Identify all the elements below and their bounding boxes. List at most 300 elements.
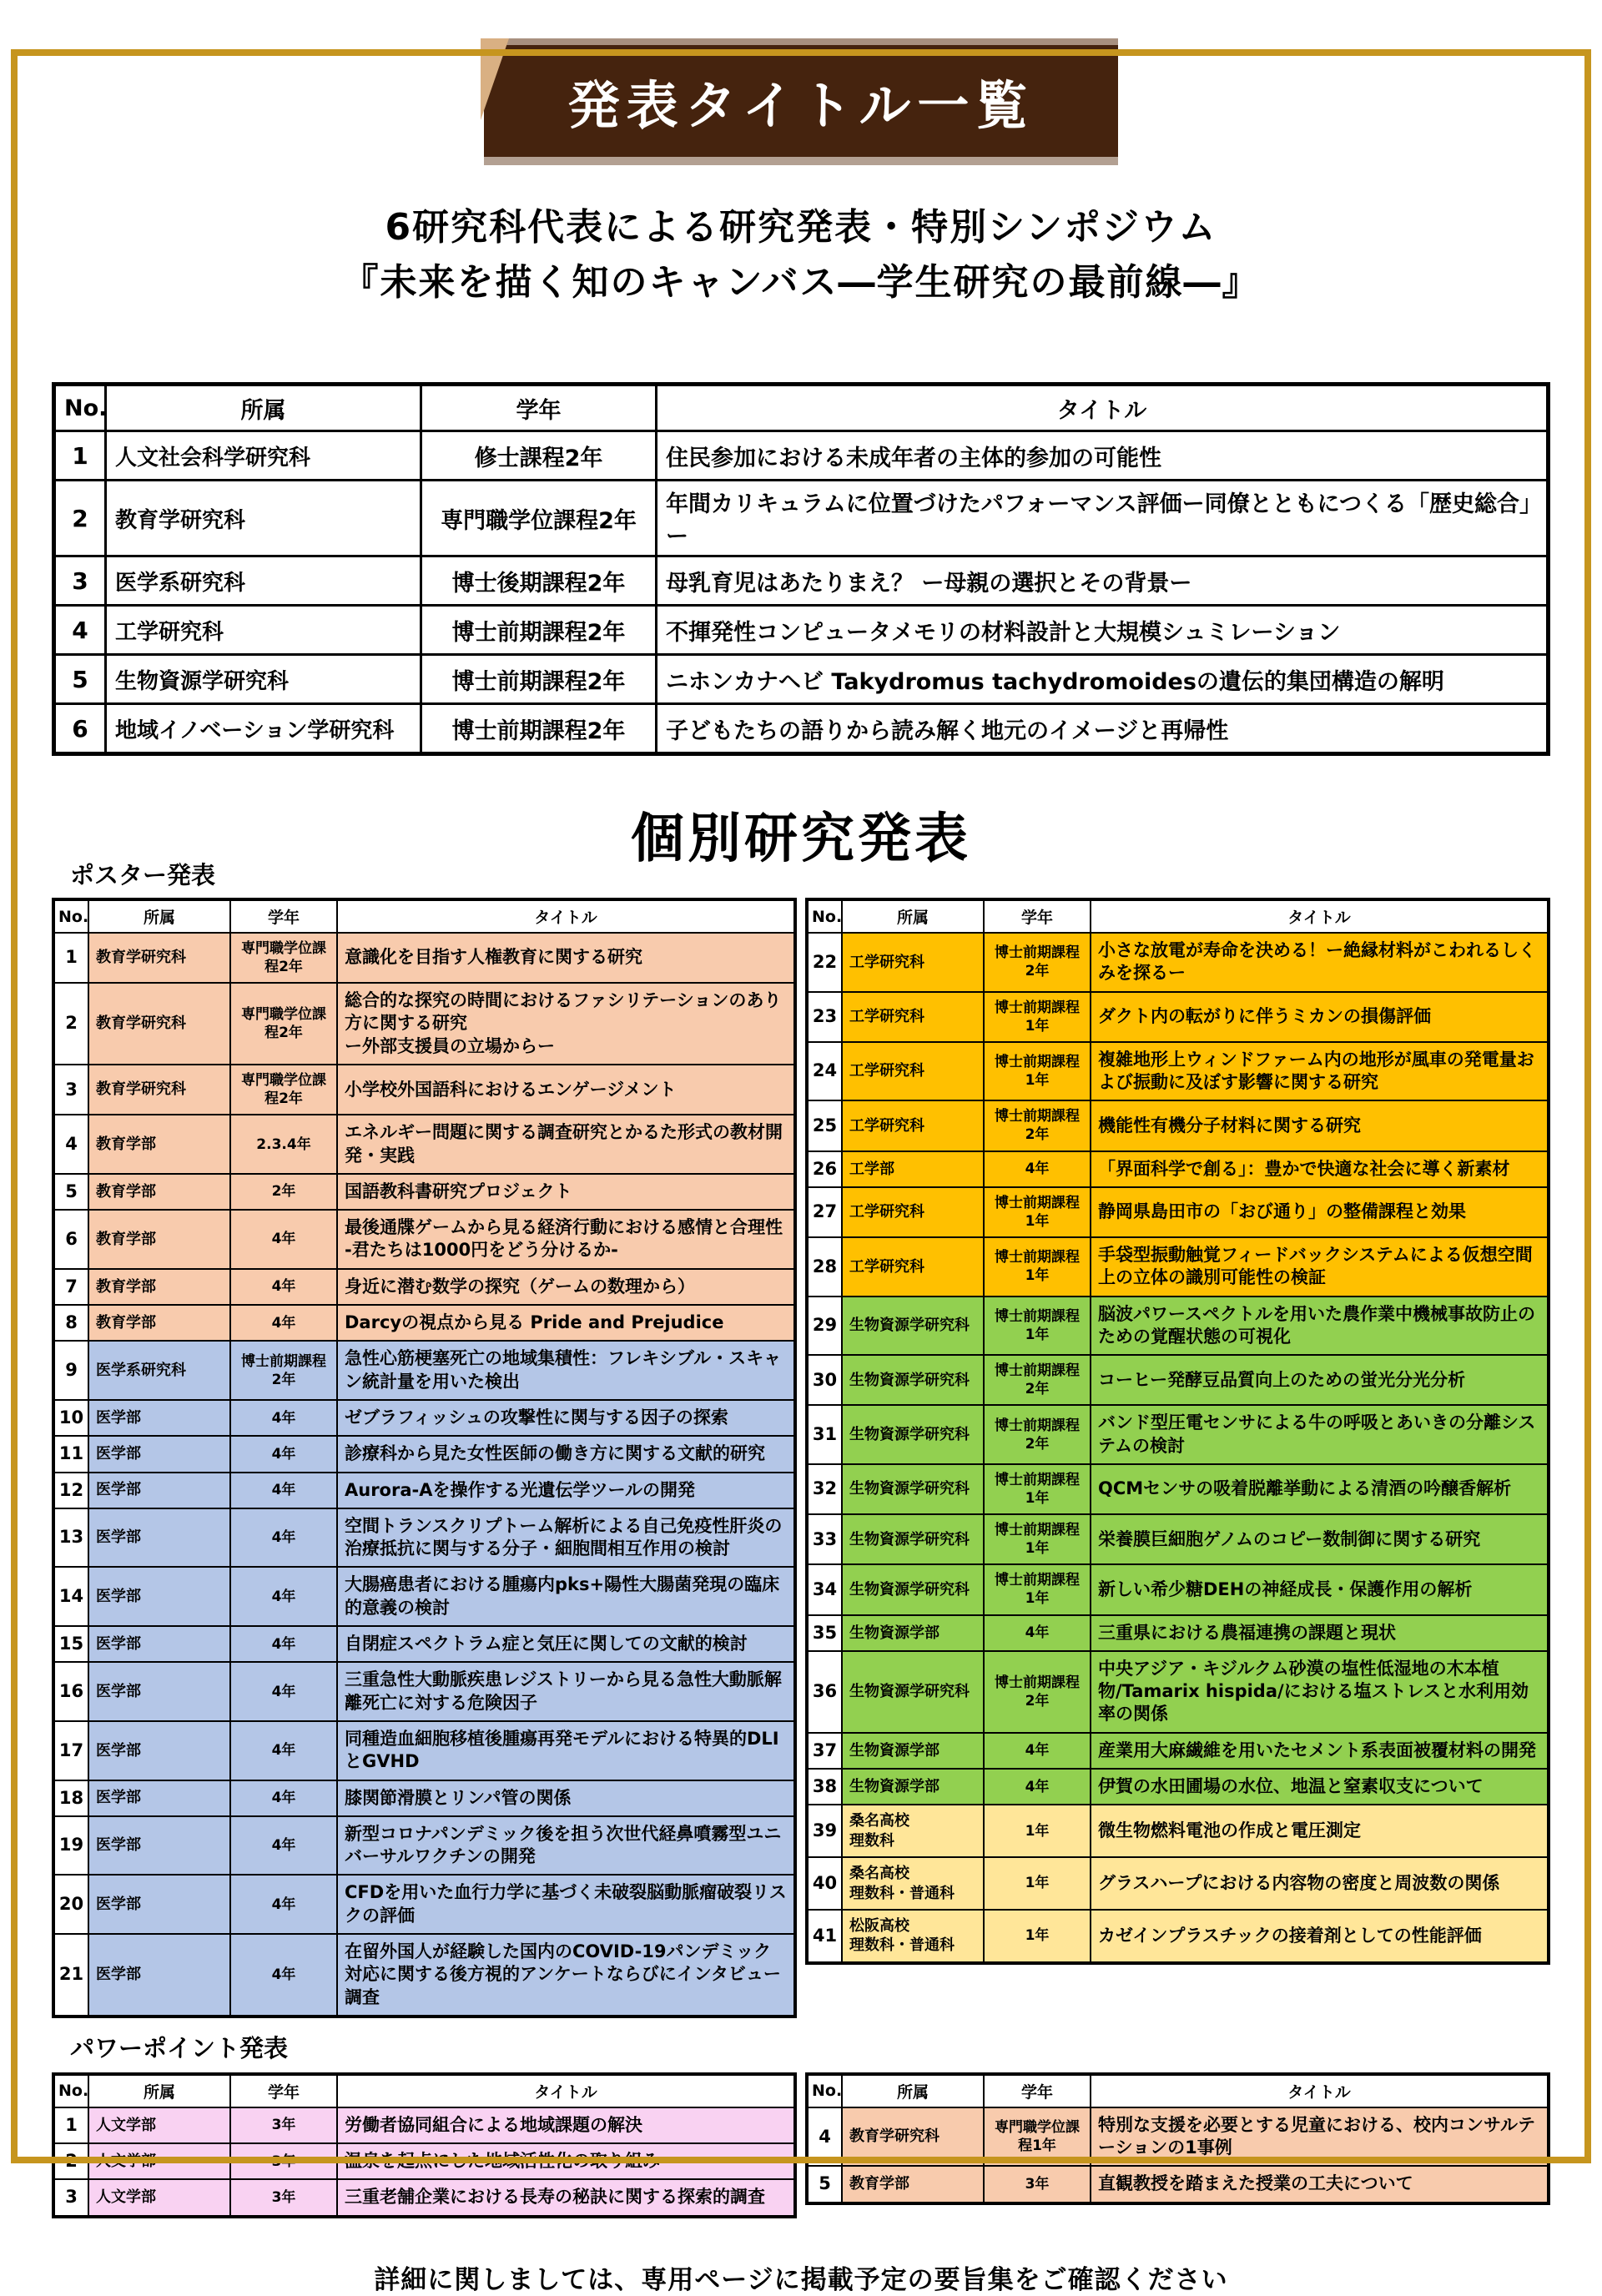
header-affiliation: 所属 <box>88 2074 230 2107</box>
row-number: 34 <box>807 1564 842 1614</box>
table-row <box>54 655 1549 704</box>
title-cell: 「界面科学で創る」：豊かで快適な社会に導く新素材 <box>1091 1151 1549 1187</box>
row-number: 1 <box>53 933 88 983</box>
row-number: 29 <box>807 1297 842 1356</box>
affiliation-cell: 工学研究科 <box>842 933 984 992</box>
title-cell: グラスハープにおける内容物の密度と周波数の関係 <box>1091 1857 1549 1910</box>
row-number: 28 <box>807 1237 842 1297</box>
table-row <box>53 1305 795 1341</box>
grade-cell: 博士前期課程1年 <box>984 1514 1091 1564</box>
table-row <box>807 933 1549 992</box>
affiliation-cell: 工学研究科 <box>842 992 984 1042</box>
grade-cell: 4年 <box>230 1269 337 1305</box>
symposium-heading-line1: 6研究科代表による研究発表・特別シンポジウム <box>385 206 1217 249</box>
row-number: 9 <box>53 1341 88 1400</box>
poster-section-label: ポスター発表 <box>70 861 216 889</box>
grade-cell: 修士課程2年 <box>421 431 657 481</box>
poster-table-right <box>805 898 1550 1965</box>
title-cell: 急性心筋梗塞死亡の地域集積性：フレキシブル・スキャン統計量を用いた検出 <box>337 1341 795 1400</box>
grade-cell: 4年 <box>230 1816 337 1876</box>
table-row <box>807 1187 1549 1237</box>
title-cell: 総合的な探究の時間におけるファシリテーションのあり方に関する研究 ー外部支援員の立場からー <box>337 983 795 1065</box>
table-row <box>53 1780 795 1816</box>
table-row <box>53 1269 795 1305</box>
row-number: 38 <box>807 1769 842 1805</box>
grade-cell: 1年 <box>984 1857 1091 1910</box>
header-affiliation: 所属 <box>88 899 230 933</box>
table-row <box>53 1508 795 1568</box>
title-cell: ダクト内の転がりに伴うミカンの損傷評価 <box>1091 992 1549 1042</box>
affiliation-cell: 生物資源学研究科 <box>842 1564 984 1614</box>
affiliation-cell: 工学研究科 <box>842 1042 984 1101</box>
row-number: 33 <box>807 1514 842 1564</box>
affiliation-cell: 生物資源学研究科 <box>842 1651 984 1733</box>
grade-cell: 4年 <box>230 1473 337 1508</box>
affiliation-cell: 教育学部 <box>88 1115 230 1174</box>
table-row <box>53 1567 795 1626</box>
title-cell: 年間カリキュラムに位置づけたパフォーマンス評価ー同僚とともにつくる「歴史総合」ー <box>657 481 1549 556</box>
affiliation-cell: 生物資源学部 <box>842 1733 984 1769</box>
title-cell: 国語教科書研究プロジェクト <box>337 1174 795 1210</box>
header-grade: 学年 <box>230 2074 337 2107</box>
title-cell: 複雑地形上ウィンドファーム内の地形が風車の発電量および振動に及ぼす影響に関する研究 <box>1091 1042 1549 1101</box>
affiliation-cell: 教育学部 <box>88 1174 230 1210</box>
row-number: 3 <box>53 1065 88 1115</box>
title-cell: コーヒー発酵豆品質向上のための蛍光分光分析 <box>1091 1355 1549 1405</box>
table-row <box>54 704 1549 754</box>
row-number: 1 <box>54 431 106 481</box>
table-row <box>53 1400 795 1436</box>
title-cell: ゼブラフィッシュの攻撃性に関与する因子の探索 <box>337 1400 795 1436</box>
grade-cell: 専門職学位課程2年 <box>421 481 657 556</box>
table-row <box>53 2143 795 2179</box>
affiliation-cell: 医学部 <box>88 1436 230 1472</box>
table-row <box>807 1042 1549 1101</box>
header-affiliation: 所属 <box>106 385 421 431</box>
individual-section-title: 個別研究発表 <box>631 808 971 870</box>
title-cell: 意識化を目指す人権教育に関する研究 <box>337 933 795 983</box>
title-cell: 新しい希少糖DEHの神経成長・保護作用の解析 <box>1091 1564 1549 1614</box>
row-number: 24 <box>807 1042 842 1101</box>
affiliation-cell: 教育学研究科 <box>106 481 421 556</box>
grade-cell: 4年 <box>230 1626 337 1662</box>
row-number: 4 <box>54 606 106 655</box>
header-grade: 学年 <box>421 385 657 431</box>
row-number: 37 <box>807 1733 842 1769</box>
grade-cell: 博士前期課程2年 <box>421 655 657 704</box>
ppt-section-label: パワーポイント発表 <box>70 2033 289 2062</box>
grade-cell: 4年 <box>230 1210 337 1269</box>
affiliation-cell: 教育学研究科 <box>88 1065 230 1115</box>
row-number: 31 <box>807 1405 842 1464</box>
table-row <box>807 1564 1549 1614</box>
table-row <box>807 1615 1549 1651</box>
table-row <box>807 1857 1549 1910</box>
row-number: 14 <box>53 1567 88 1626</box>
affiliation-cell: 工学研究科 <box>842 1187 984 1237</box>
table-row <box>53 1816 795 1876</box>
title-cell: 三重急性大動脈疾患レジストリーから見る急性大動脈解離死亡に対する危険因子 <box>337 1662 795 1721</box>
grade-cell: 博士後期課程2年 <box>421 556 657 606</box>
affiliation-cell: 教育学研究科 <box>842 2107 984 2167</box>
row-number: 19 <box>53 1816 88 1876</box>
row-number: 26 <box>807 1151 842 1187</box>
table-row <box>807 1651 1549 1733</box>
table-row <box>53 1662 795 1721</box>
table-row <box>53 1065 795 1115</box>
table-row <box>53 1875 795 1934</box>
title-cell: 特別な支援を必要とする児童における、校内コンサルテーションの1事例 <box>1091 2107 1549 2167</box>
table-row <box>53 1341 795 1400</box>
row-number: 23 <box>807 992 842 1042</box>
title-cell: 大腸癌患者における腫瘍内pks+陽性大腸菌発現の臨床的意義の検討 <box>337 1567 795 1626</box>
affiliation-cell: 医学部 <box>88 1400 230 1436</box>
affiliation-cell: 生物資源学研究科 <box>842 1514 984 1564</box>
table-row <box>807 1100 1549 1151</box>
row-number: 2 <box>53 983 88 1065</box>
affiliation-cell: 医学系研究科 <box>106 556 421 606</box>
affiliation-cell: 地域イノベーション学研究科 <box>106 704 421 754</box>
affiliation-cell: 人文社会科学研究科 <box>106 431 421 481</box>
table-row <box>807 2107 1549 2167</box>
row-number: 39 <box>807 1805 842 1857</box>
affiliation-cell: 教育学部 <box>88 1269 230 1305</box>
grade-cell: 4年 <box>230 1436 337 1472</box>
table-row <box>807 992 1549 1042</box>
affiliation-cell: 教育学部 <box>88 1210 230 1269</box>
table-row <box>807 1405 1549 1464</box>
symposium-heading-line2: 『未来を描く知のキャンバス―学生研究の最前線―』 <box>341 261 1261 304</box>
grade-cell: 1年 <box>984 1805 1091 1857</box>
row-number: 27 <box>807 1187 842 1237</box>
ppt-tables-row <box>52 2072 1602 2218</box>
grade-cell: 専門職学位課程1年 <box>984 2107 1091 2167</box>
grade-cell: 4年 <box>984 1151 1091 1187</box>
affiliation-cell: 医学部 <box>88 1721 230 1780</box>
grade-cell: 3年 <box>230 2107 337 2143</box>
grade-cell: 2年 <box>230 1174 337 1210</box>
row-number: 1 <box>53 2107 88 2143</box>
affiliation-cell: 生物資源学部 <box>842 1769 984 1805</box>
table-row <box>53 1174 795 1210</box>
title-cell: 不揮発性コンピュータメモリの材料設計と大規模シュミレーション <box>657 606 1549 655</box>
table-row <box>53 1210 795 1269</box>
title-cell: 栄養膜巨細胞ゲノムのコピー数制御に関する研究 <box>1091 1514 1549 1564</box>
title-cell: 診療科から見た女性医師の働き方に関する文献的研究 <box>337 1436 795 1472</box>
affiliation-cell: 教育学研究科 <box>88 983 230 1065</box>
header-affiliation: 所属 <box>842 899 984 933</box>
ppt-table-left <box>52 2072 797 2218</box>
header-grade: 学年 <box>230 899 337 933</box>
table-header-row <box>807 899 1549 933</box>
row-number: 5 <box>53 1174 88 1210</box>
row-number: 11 <box>53 1436 88 1472</box>
table-row <box>807 1237 1549 1297</box>
affiliation-cell: 生物資源学研究科 <box>842 1355 984 1405</box>
grade-cell: 3年 <box>984 2166 1091 2203</box>
grade-cell: 専門職学位課程2年 <box>230 933 337 983</box>
table-row <box>53 1721 795 1780</box>
row-number: 18 <box>53 1780 88 1816</box>
table-row <box>807 2166 1549 2203</box>
row-number: 3 <box>53 2179 88 2216</box>
row-number: 32 <box>807 1464 842 1514</box>
table-row <box>53 1115 795 1174</box>
title-cell: エネルギー問題に関する調査研究とかるた形式の教材開発・実践 <box>337 1115 795 1174</box>
affiliation-cell: 医学部 <box>88 1473 230 1508</box>
row-number: 7 <box>53 1269 88 1305</box>
grade-cell: 専門職学位課程2年 <box>230 983 337 1065</box>
header-no: No. <box>54 385 106 431</box>
table-row <box>54 606 1549 655</box>
poster-tables-row <box>52 898 1602 2018</box>
table-row <box>807 1733 1549 1769</box>
affiliation-cell: 医学部 <box>88 1662 230 1721</box>
title-cell: バンド型圧電センサによる牛の呼吸とあいきの分離システムの検討 <box>1091 1405 1549 1464</box>
header-grade: 学年 <box>984 2074 1091 2107</box>
title-cell: カゼインプラスチックの接着剤としての性能評価 <box>1091 1910 1549 1963</box>
title-cell: 中央アジア・キジルクム砂漠の塩性低湿地の木本植物/Tamarix hispida/における塩ストレスと水利用効率の関係 <box>1091 1651 1549 1733</box>
affiliation-cell: 医学部 <box>88 1934 230 2017</box>
row-number: 16 <box>53 1662 88 1721</box>
title-cell: 三重県における農福連携の課題と現状 <box>1091 1615 1549 1651</box>
affiliation-cell: 工学研究科 <box>842 1100 984 1151</box>
table-row <box>807 1151 1549 1187</box>
header-title: タイトル <box>337 899 795 933</box>
affiliation-cell: 医学系研究科 <box>88 1341 230 1400</box>
title-cell: 直観教授を踏まえた授業の工夫について <box>1091 2166 1549 2203</box>
title-banner <box>484 38 1118 165</box>
header-title: タイトル <box>1091 2074 1549 2107</box>
affiliation-cell: 教育学部 <box>88 1305 230 1341</box>
affiliation-cell: 生物資源学研究科 <box>842 1464 984 1514</box>
grade-cell: 4年 <box>230 1567 337 1626</box>
affiliation-cell: 桑名高校 理数科・普通科 <box>842 1857 984 1910</box>
grade-cell: 4年 <box>230 1662 337 1721</box>
title-cell: 自閉症スペクトラム症と気圧に関しての文献的検討 <box>337 1626 795 1662</box>
affiliation-cell: 教育学研究科 <box>88 933 230 983</box>
grade-cell: 4年 <box>984 1769 1091 1805</box>
grade-cell: 3年 <box>230 2143 337 2179</box>
title-cell: QCMセンサの吸着脱離挙動による清酒の吟醸香解析 <box>1091 1464 1549 1514</box>
title-cell: 同種造血細胞移植後腫瘍再発モデルにおける特異的DLIとGVHD <box>337 1721 795 1780</box>
table-row <box>54 431 1549 481</box>
row-number: 12 <box>53 1473 88 1508</box>
header-grade: 学年 <box>984 899 1091 933</box>
title-cell: 小さな放電が寿命を決める！ー絶縁材料がこわれるしくみを探るー <box>1091 933 1549 992</box>
title-cell: 労働者協同組合による地域課題の解決 <box>337 2107 795 2143</box>
table-row <box>807 1297 1549 1356</box>
table-row <box>807 1805 1549 1857</box>
title-cell: 産業用大麻繊維を用いたセメント系表面被覆材料の開発 <box>1091 1733 1549 1769</box>
title-cell: 脳波パワースペクトルを用いた農作業中機械事故防止のための覚醒状態の可視化 <box>1091 1297 1549 1356</box>
row-number: 13 <box>53 1508 88 1568</box>
symposium-table <box>52 382 1550 756</box>
table-header-row <box>53 899 795 933</box>
title-cell: 静岡県島田市の「おび通り」の整備課程と効果 <box>1091 1187 1549 1237</box>
title-cell: 最後通牒ゲームから見る経済行動における感情と合理性 -君たちは1000円をどう分けるか- <box>337 1210 795 1269</box>
title-cell: ニホンカナヘビ Takydromus tachydromoidesの遺伝的集団構造の解明 <box>657 655 1549 704</box>
title-cell: 住民参加における未成年者の主体的参加の可能性 <box>657 431 1549 481</box>
affiliation-cell: 工学研究科 <box>106 606 421 655</box>
poster-table-left <box>52 898 797 2018</box>
affiliation-cell: 医学部 <box>88 1508 230 1568</box>
row-number: 20 <box>53 1875 88 1934</box>
grade-cell: 博士前期課程1年 <box>984 1187 1091 1237</box>
grade-cell: 4年 <box>230 1508 337 1568</box>
individual-section-head <box>52 796 1550 889</box>
table-row <box>53 1473 795 1508</box>
grade-cell: 博士前期課程2年 <box>984 1100 1091 1151</box>
row-number: 5 <box>54 655 106 704</box>
row-number: 17 <box>53 1721 88 1780</box>
title-cell: 機能性有機分子材料に関する研究 <box>1091 1100 1549 1151</box>
affiliation-cell: 工学部 <box>842 1151 984 1187</box>
row-number: 6 <box>54 704 106 754</box>
affiliation-cell: 生物資源学研究科 <box>842 1405 984 1464</box>
grade-cell: 博士前期課程2年 <box>230 1341 337 1400</box>
table-header-row <box>807 2074 1549 2107</box>
grade-cell: 博士前期課程2年 <box>984 1651 1091 1733</box>
table-row <box>807 1464 1549 1514</box>
row-number: 35 <box>807 1615 842 1651</box>
title-cell: 小学校外国語科におけるエンゲージメント <box>337 1065 795 1115</box>
row-number: 41 <box>807 1910 842 1963</box>
table-row <box>53 983 795 1065</box>
row-number: 30 <box>807 1355 842 1405</box>
title-cell: 手袋型振動触覚フィードバックシステムによる仮想空間上の立体の識別可能性の検証 <box>1091 1237 1549 1297</box>
ppt-table-right <box>805 2072 1550 2205</box>
table-row <box>53 2179 795 2216</box>
grade-cell: 4年 <box>984 1615 1091 1651</box>
title-cell: 母乳育児はあたりまえ？ ー母親の選択とその背景ー <box>657 556 1549 606</box>
grade-cell: 博士前期課程2年 <box>984 1405 1091 1464</box>
row-number: 2 <box>54 481 106 556</box>
table-row <box>807 1355 1549 1405</box>
table-header-row <box>54 385 1549 431</box>
row-number: 4 <box>53 1115 88 1174</box>
affiliation-cell: 人文学部 <box>88 2107 230 2143</box>
affiliation-cell: 生物資源学研究科 <box>842 1297 984 1356</box>
grade-cell: 博士前期課程2年 <box>421 606 657 655</box>
affiliation-cell: 医学部 <box>88 1626 230 1662</box>
grade-cell: 4年 <box>230 1875 337 1934</box>
title-cell: 三重老舗企業における長寿の秘訣に関する探索的調査 <box>337 2179 795 2216</box>
header-title: タイトル <box>1091 899 1549 933</box>
footer-note: 詳細に関しましては、専用ページに掲載予定の要旨集をご確認ください <box>374 2264 1228 2295</box>
affiliation-cell: 工学研究科 <box>842 1237 984 1297</box>
row-number: 15 <box>53 1626 88 1662</box>
title-cell: 膝関節滑膜とリンパ管の関係 <box>337 1780 795 1816</box>
title-cell: Aurora-Aを操作する光遺伝学ツールの開発 <box>337 1473 795 1508</box>
affiliation-cell: 人文学部 <box>88 2143 230 2179</box>
grade-cell: 博士前期課程1年 <box>984 1564 1091 1614</box>
grade-cell: 2.3.4年 <box>230 1115 337 1174</box>
row-number: 21 <box>53 1934 88 2017</box>
grade-cell: 博士前期課程1年 <box>984 1237 1091 1297</box>
title-cell: 伊賀の水田圃場の水位、地温と窒素収支について <box>1091 1769 1549 1805</box>
affiliation-cell: 生物資源学研究科 <box>106 655 421 704</box>
affiliation-cell: 教育学部 <box>842 2166 984 2203</box>
title-cell: 子どもたちの語りから読み解く地元のイメージと再帰性 <box>657 704 1549 754</box>
grade-cell: 4年 <box>230 1934 337 2017</box>
title-cell: 空間トランスクリプトーム解析による自己免疫性肝炎の治療抵抗に関与する分子・細胞間相互作用の検討 <box>337 1508 795 1568</box>
grade-cell: 博士前期課程1年 <box>984 992 1091 1042</box>
grade-cell: 博士前期課程2年 <box>421 704 657 754</box>
title-cell: 身近に潜む数学の探究（ゲームの数理から） <box>337 1269 795 1305</box>
grade-cell: 4年 <box>230 1305 337 1341</box>
grade-cell: 博士前期課程1年 <box>984 1042 1091 1101</box>
row-number: 5 <box>807 2166 842 2203</box>
affiliation-cell: 医学部 <box>88 1567 230 1626</box>
affiliation-cell: 松阪高校 理数科・普通科 <box>842 1910 984 1963</box>
grade-cell: 4年 <box>984 1733 1091 1769</box>
grade-cell: 博士前期課程1年 <box>984 1297 1091 1356</box>
row-number: 36 <box>807 1651 842 1733</box>
table-row <box>807 1514 1549 1564</box>
affiliation-cell: 医学部 <box>88 1875 230 1934</box>
table-row <box>53 2107 795 2143</box>
table-row <box>53 1934 795 2017</box>
header-title: タイトル <box>657 385 1549 431</box>
header-affiliation: 所属 <box>842 2074 984 2107</box>
header-no: No. <box>53 2074 88 2107</box>
grade-cell: 博士前期課程2年 <box>984 1355 1091 1405</box>
row-number: 4 <box>807 2107 842 2167</box>
row-number: 10 <box>53 1400 88 1436</box>
affiliation-cell: 医学部 <box>88 1816 230 1876</box>
table-row <box>54 481 1549 556</box>
title-cell: CFDを用いた血行力学に基づく未破裂脳動脈瘤破裂リスクの評価 <box>337 1875 795 1934</box>
table-row <box>54 556 1549 606</box>
row-number: 22 <box>807 933 842 992</box>
table-row <box>807 1910 1549 1963</box>
grade-cell: 4年 <box>230 1400 337 1436</box>
row-number: 40 <box>807 1857 842 1910</box>
grade-cell: 博士前期課程2年 <box>984 933 1091 992</box>
table-row <box>53 1436 795 1472</box>
table-row <box>807 1769 1549 1805</box>
affiliation-cell: 人文学部 <box>88 2179 230 2216</box>
title-cell: Darcyの視点から見る Pride and Prejudice <box>337 1305 795 1341</box>
header-no: No. <box>807 2074 842 2107</box>
row-number: 6 <box>53 1210 88 1269</box>
header-title: タイトル <box>337 2074 795 2107</box>
row-number: 3 <box>54 556 106 606</box>
symposium-heading <box>0 200 1602 310</box>
title-cell: 温泉を起点にした地域活性化の取り組み <box>337 2143 795 2179</box>
grade-cell: 4年 <box>230 1780 337 1816</box>
affiliation-cell: 生物資源学部 <box>842 1615 984 1651</box>
affiliation-cell: 医学部 <box>88 1780 230 1816</box>
grade-cell: 3年 <box>230 2179 337 2216</box>
header-no: No. <box>53 899 88 933</box>
table-row <box>53 933 795 983</box>
header-no: No. <box>807 899 842 933</box>
page-title: 発表タイトル一覧 <box>567 74 1035 136</box>
title-cell: 在留外国人が経験した国内のCOVID-19パンデミック対応に関する後方視的アンケートならびにインタビュー調査 <box>337 1934 795 2017</box>
grade-cell: 4年 <box>230 1721 337 1780</box>
affiliation-cell: 桑名高校 理数科 <box>842 1805 984 1857</box>
title-cell: 微生物燃料電池の作成と電圧測定 <box>1091 1805 1549 1857</box>
row-number: 2 <box>53 2143 88 2179</box>
title-cell: 新型コロナパンデミック後を担う次世代経鼻噴霧型ユニバーサルワクチンの開発 <box>337 1816 795 1876</box>
row-number: 8 <box>53 1305 88 1341</box>
table-row <box>53 1626 795 1662</box>
page <box>0 38 1602 2295</box>
grade-cell: 専門職学位課程2年 <box>230 1065 337 1115</box>
table-header-row <box>53 2074 795 2107</box>
